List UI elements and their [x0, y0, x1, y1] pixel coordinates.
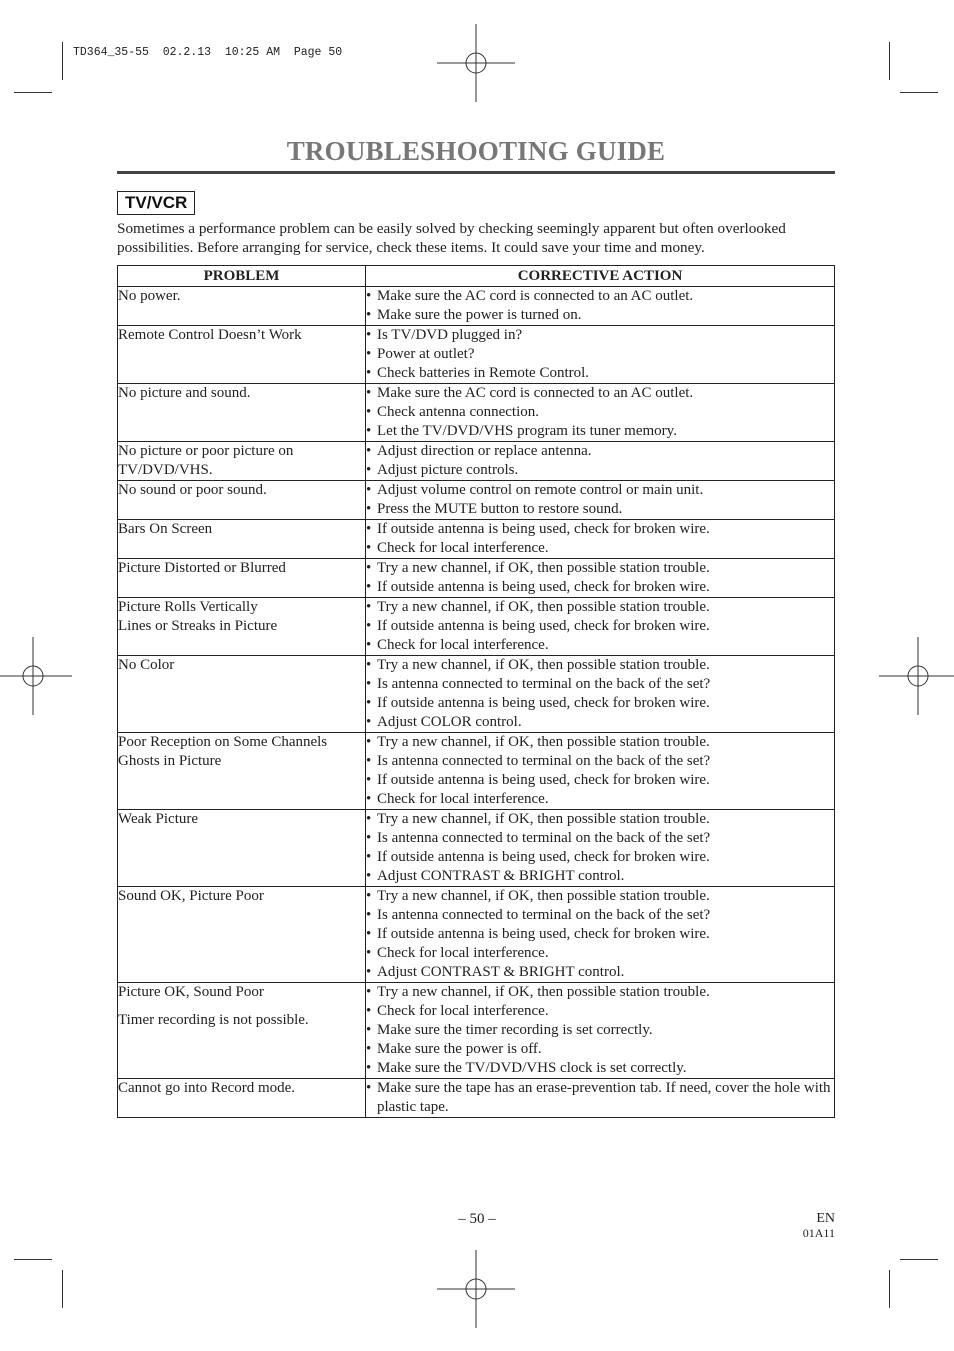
- table-row: [118, 656, 835, 733]
- action-item: • Make sure the TV/DVD/VHS clock is set correctly.: [366, 1059, 834, 1078]
- action-item: • Press the MUTE button to restore sound.: [366, 500, 834, 519]
- action-cell: [366, 1079, 835, 1118]
- problem-text: Weak Picture: [118, 811, 199, 827]
- action-item: • Adjust CONTRAST & BRIGHT control.: [366, 867, 834, 886]
- action-cell: [366, 983, 835, 1079]
- table-row: [118, 887, 835, 983]
- doc-code: 01A11: [802, 1226, 835, 1240]
- table-row: [118, 326, 835, 384]
- action-cell: [366, 733, 835, 810]
- action-item: • If outside antenna is being used, check for broken wire.: [366, 848, 834, 867]
- table-row: [118, 442, 835, 481]
- action-item: • Try a new channel, if OK, then possible station trouble.: [366, 983, 834, 1002]
- table-row: [118, 559, 835, 598]
- problem-text: Picture Distorted or Blurred: [118, 560, 286, 576]
- problem-text: Lines or Streaks in Picture: [118, 618, 278, 634]
- action-item: • Let the TV/DVD/VHS program its tuner memory.: [366, 422, 834, 441]
- crop-mark: [14, 92, 52, 93]
- action-cell: [366, 442, 835, 481]
- action-cell: [366, 326, 835, 384]
- registration-mark-icon: [437, 24, 515, 102]
- crop-mark: [900, 92, 938, 93]
- problem-cell: [118, 810, 366, 887]
- action-item: • Adjust CONTRAST & BRIGHT control.: [366, 963, 834, 982]
- problem-text: [118, 1002, 365, 1011]
- problem-cell: [118, 598, 366, 656]
- action-item: • If outside antenna is being used, check for broken wire.: [366, 520, 834, 539]
- problem-cell: [118, 656, 366, 733]
- problem-text: Cannot go into Record mode.: [118, 1080, 296, 1096]
- action-header: CORRECTIVE ACTION: [366, 266, 835, 287]
- action-cell: [366, 810, 835, 887]
- problem-cell: [118, 1079, 366, 1118]
- action-item: • Check for local interference.: [366, 944, 834, 963]
- action-cell: [366, 287, 835, 326]
- action-cell: [366, 481, 835, 520]
- action-item: • Adjust picture controls.: [366, 461, 834, 480]
- action-item: • Check for local interference.: [366, 790, 834, 809]
- crop-mark: [62, 1270, 63, 1308]
- action-cell: [366, 384, 835, 442]
- registration-mark-icon: [879, 637, 954, 715]
- page-title: TROUBLESHOOTING GUIDE: [286, 136, 666, 166]
- language-label: EN: [816, 1211, 835, 1226]
- problem-text: Picture Rolls Vertically: [118, 599, 258, 615]
- action-item: • Is antenna connected to terminal on the back of the set?: [366, 829, 834, 848]
- crop-mark: [900, 1259, 938, 1260]
- action-item: • Make sure the AC cord is connected to an AC outlet.: [366, 384, 834, 403]
- crop-mark: [62, 42, 63, 80]
- table-row: [118, 983, 835, 1079]
- action-item: • Make sure the AC cord is connected to an AC outlet.: [366, 287, 834, 306]
- problem-cell: [118, 481, 366, 520]
- table-row: [118, 810, 835, 887]
- registration-mark-icon: [437, 1250, 515, 1328]
- print-header: TD364_35-55 02.2.13 10:25 AM Page 50: [73, 46, 343, 59]
- title-divider: [117, 171, 835, 174]
- action-item: • Adjust direction or replace antenna.: [366, 442, 834, 461]
- problem-text: No picture and sound.: [118, 385, 251, 401]
- action-item: • If outside antenna is being used, check for broken wire.: [366, 771, 834, 790]
- action-item: • Check antenna connection.: [366, 403, 834, 422]
- table-header-row: [118, 266, 835, 287]
- action-item: • Try a new channel, if OK, then possible station trouble.: [366, 733, 834, 752]
- action-item: • Try a new channel, if OK, then possible station trouble.: [366, 559, 834, 578]
- intro-paragraph: Sometimes a performance problem can be easily solved by checking seemingly apparent but often overlooked possibilities. Before arranging for service, check these items. It could save your time and money.: [117, 220, 786, 256]
- problem-cell: [118, 983, 366, 1079]
- action-cell: [366, 559, 835, 598]
- action-cell: [366, 598, 835, 656]
- problem-cell: [118, 326, 366, 384]
- problem-text: No sound or poor sound.: [118, 482, 267, 498]
- table-row: [118, 287, 835, 326]
- action-item: • Make sure the tape has an erase-prevention tab. If need, cover the hole with plastic tape.: [366, 1079, 834, 1117]
- action-item: • Try a new channel, if OK, then possible station trouble.: [366, 810, 834, 829]
- problem-cell: [118, 733, 366, 810]
- registration-mark-icon: [0, 637, 72, 715]
- problem-text: No Color: [118, 657, 175, 673]
- problem-cell: [118, 287, 366, 326]
- action-cell: [366, 656, 835, 733]
- table-row: [118, 598, 835, 656]
- table-row: [118, 733, 835, 810]
- action-item: • If outside antenna is being used, check for broken wire.: [366, 925, 834, 944]
- action-item: • Try a new channel, if OK, then possible station trouble.: [366, 598, 834, 617]
- table-row: [118, 384, 835, 442]
- action-item: • Check for local interference.: [366, 539, 834, 558]
- problem-text: Bars On Screen: [118, 521, 213, 537]
- page-number: – 50 –: [458, 1211, 496, 1227]
- crop-mark: [889, 42, 890, 80]
- action-item: • Adjust volume control on remote control or main unit.: [366, 481, 834, 500]
- action-item: • Is antenna connected to terminal on the back of the set?: [366, 752, 834, 771]
- footer-lang-code: [803, 1211, 835, 1241]
- action-item: • If outside antenna is being used, check for broken wire.: [366, 694, 834, 713]
- action-item: • Is antenna connected to terminal on the back of the set?: [366, 906, 834, 925]
- action-item: • Try a new channel, if OK, then possible station trouble.: [366, 887, 834, 906]
- action-cell: [366, 887, 835, 983]
- problem-text: No power.: [118, 288, 181, 304]
- problem-text: Ghosts in Picture: [118, 753, 222, 769]
- table-row: [118, 520, 835, 559]
- action-item: • If outside antenna is being used, check for broken wire.: [366, 578, 834, 597]
- problem-text: Picture OK, Sound Poor: [118, 984, 264, 1000]
- crop-mark: [14, 1259, 52, 1260]
- action-cell: [366, 520, 835, 559]
- problem-header: PROBLEM: [118, 266, 366, 287]
- problem-text: Sound OK, Picture Poor: [118, 888, 264, 904]
- section-label: TV/VCR: [117, 191, 195, 215]
- action-item: • Make sure the power is turned on.: [366, 306, 834, 325]
- action-item: • Power at outlet?: [366, 345, 834, 364]
- problem-cell: [118, 442, 366, 481]
- problem-text: Remote Control Doesn’t Work: [118, 327, 302, 343]
- action-item: • Check for local interference.: [366, 1002, 834, 1021]
- problem-cell: [118, 559, 366, 598]
- problem-text: No picture or poor picture on TV/DVD/VHS.: [118, 443, 294, 478]
- action-item: • Is TV/DVD plugged in?: [366, 326, 834, 345]
- action-item: • Adjust COLOR control.: [366, 713, 834, 732]
- action-item: • Check batteries in Remote Control.: [366, 364, 834, 383]
- table-row: [118, 481, 835, 520]
- crop-mark: [889, 1270, 890, 1308]
- action-item: • Check for local interference.: [366, 636, 834, 655]
- table-body: [118, 287, 835, 1118]
- problem-text: Poor Reception on Some Channels: [118, 734, 328, 750]
- action-item: • Try a new channel, if OK, then possible station trouble.: [366, 656, 834, 675]
- problem-cell: [118, 520, 366, 559]
- problem-cell: [118, 384, 366, 442]
- problem-text: Timer recording is not possible.: [118, 1012, 309, 1028]
- action-item: • If outside antenna is being used, check for broken wire.: [366, 617, 834, 636]
- action-item: • Is antenna connected to terminal on the back of the set?: [366, 675, 834, 694]
- troubleshooting-table: [117, 265, 835, 1118]
- problem-cell: [118, 887, 366, 983]
- action-item: • Make sure the timer recording is set correctly.: [366, 1021, 834, 1040]
- action-item: • Make sure the power is off.: [366, 1040, 834, 1059]
- table-row: [118, 1079, 835, 1118]
